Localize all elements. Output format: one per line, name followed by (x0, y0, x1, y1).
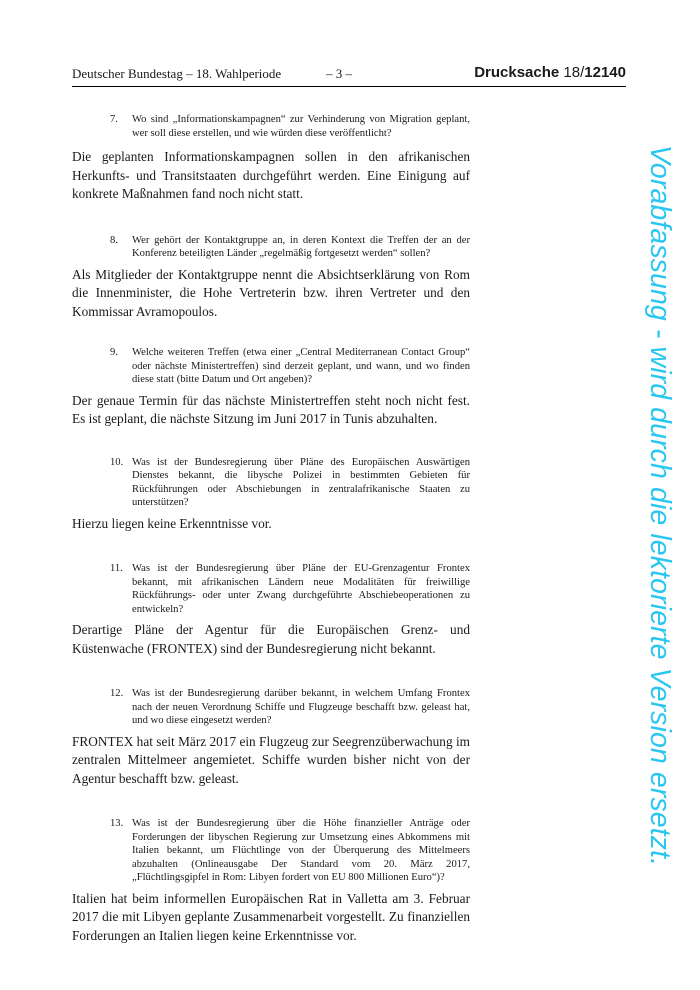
question-number: 8. (110, 234, 118, 246)
document-number (474, 64, 626, 81)
question-text: Was ist der Bundesregierung darüber bekannt, in welchem Umfang Frontex nach der neuen Verordnung Schiffe und Flugzeuge beschafft bzw. geleast hat, und wo diese eingesetzt werden? (132, 688, 470, 726)
question-11 (110, 562, 470, 616)
question-text: Was ist der Bundesregierung über Pläne des Europäischen Auswärtigen Dienstes bekannt, die libysche Polizei in bestimmten Gebieten für Rückführungen oder Abschiebungen in zentralafrikanische Staaten zu unterstützen? (132, 456, 470, 508)
question-number: 11. (110, 563, 123, 574)
question-13 (110, 817, 470, 885)
question-number: 12. (110, 688, 124, 699)
answer-13: Italien hat beim informellen Europäischen Rat in Valletta am 3. Februar 2017 die mit Libyen geplante Zusammenarbeit vorgestellt. Zu finanziellen Forderungen an Italien liegen keine Erkenntnisse vor. (72, 890, 470, 943)
answer-8: Als Mitglieder der Kontaktgruppe nennt die Absichtserklärung von Rom die Innenminister, die Hohe Vertreterin bzw. ihren Vertreter und den Kommissar Avramopoulos. (72, 266, 470, 319)
question-number: 9. (110, 347, 118, 358)
question-text: Was ist der Bundesregierung über Pläne der EU-Grenzagentur Frontex bekannt, mit afrikanischen Ländern neue Modalitäten für freiwillige Rückführungs- oder unter Zwang durchgeführte Abschiebeoperationen zu entwickeln? (132, 563, 470, 615)
question-9 (110, 346, 470, 387)
question-10 (110, 456, 470, 510)
question-text: Wer gehört der Kontaktgruppe an, in deren Kontext die Treffen der an der Konferenz beteiligten Länder „regelmäßig fortgesetzt werden“ sollen? (132, 234, 470, 259)
answer-9: Der genaue Termin für das nächste Ministertreffen steht noch nicht fest. Es ist geplant, die nächste Sitzung im Juni 2017 in Tunis abzuhalten. (72, 392, 470, 426)
answer-12: FRONTEX hat seit März 2017 ein Flugzeug zur Seegrenzüberwachung im zentralen Mittelmeer angemietet. Schiffe wurden bisher nicht von der Agentur beschafft bzw. geleast. (72, 733, 470, 786)
document-body (72, 113, 470, 945)
page-header (72, 66, 626, 88)
question-8 (110, 234, 470, 261)
question-number: 13. (110, 818, 124, 829)
document-label: Drucksache (474, 64, 560, 81)
answer-11: Derartige Pläne der Agentur für die Europäischen Grenz- und Küstenwache (FRONTEX) sind der Bundesregierung nicht bekannt. (72, 622, 470, 656)
question-text: Was ist der Bundesregierung über die Höhe finanzieller Anträge oder Forderungen der libyschen Regierung zur Umsetzung eines Abkommens mit Italien bekannt, um Flüchtlinge von der Überquerung des Mittelmeers abzuhalten (Onlineausgabe Der Standard vom 20. März 2017, „Flüchtlingsgipfel in Rom: Libyen fordert von EU 800 Millionen Euro“)? (132, 818, 470, 883)
question-number: 7. (110, 114, 118, 125)
header-publication: Deutscher Bundestag – 18. Wahlperiode (72, 66, 282, 81)
watermark-text: Vorabfassung - wird durch die lektorierte Version ersetzt. (644, 144, 677, 866)
document-period: 18/ (563, 64, 585, 81)
question-text: Wo sind „Informationskampagnen“ zur Verhinderung von Migration geplant, wer soll diese erstellen, und wie würden diese veröffentlicht? (132, 114, 470, 139)
answer-10: Hierzu liegen keine Erkenntnisse vor. (72, 515, 272, 531)
question-7 (110, 113, 470, 140)
draft-watermark (640, 110, 680, 900)
document-id: 12140 (584, 64, 626, 81)
page-number: – 3 – (326, 66, 352, 81)
question-number: 10. (110, 456, 124, 468)
answer-7: Die geplanten Informationskampagnen sollen in den afrikanischen Herkunfts- und Transitstaaten durchgeführt werden. Eine Einigung auf konkrete Maßnahmen fand noch nicht statt. (72, 149, 470, 201)
question-12 (110, 687, 470, 728)
header-rule (72, 86, 626, 87)
question-text: Welche weiteren Treffen (etwa einer „Central Mediterranean Contact Group“ oder nächste Ministertreffen) sind derzeit geplant, und wann, und wo finden diese statt (bitte Datum und Ort angeben)? (132, 347, 470, 385)
